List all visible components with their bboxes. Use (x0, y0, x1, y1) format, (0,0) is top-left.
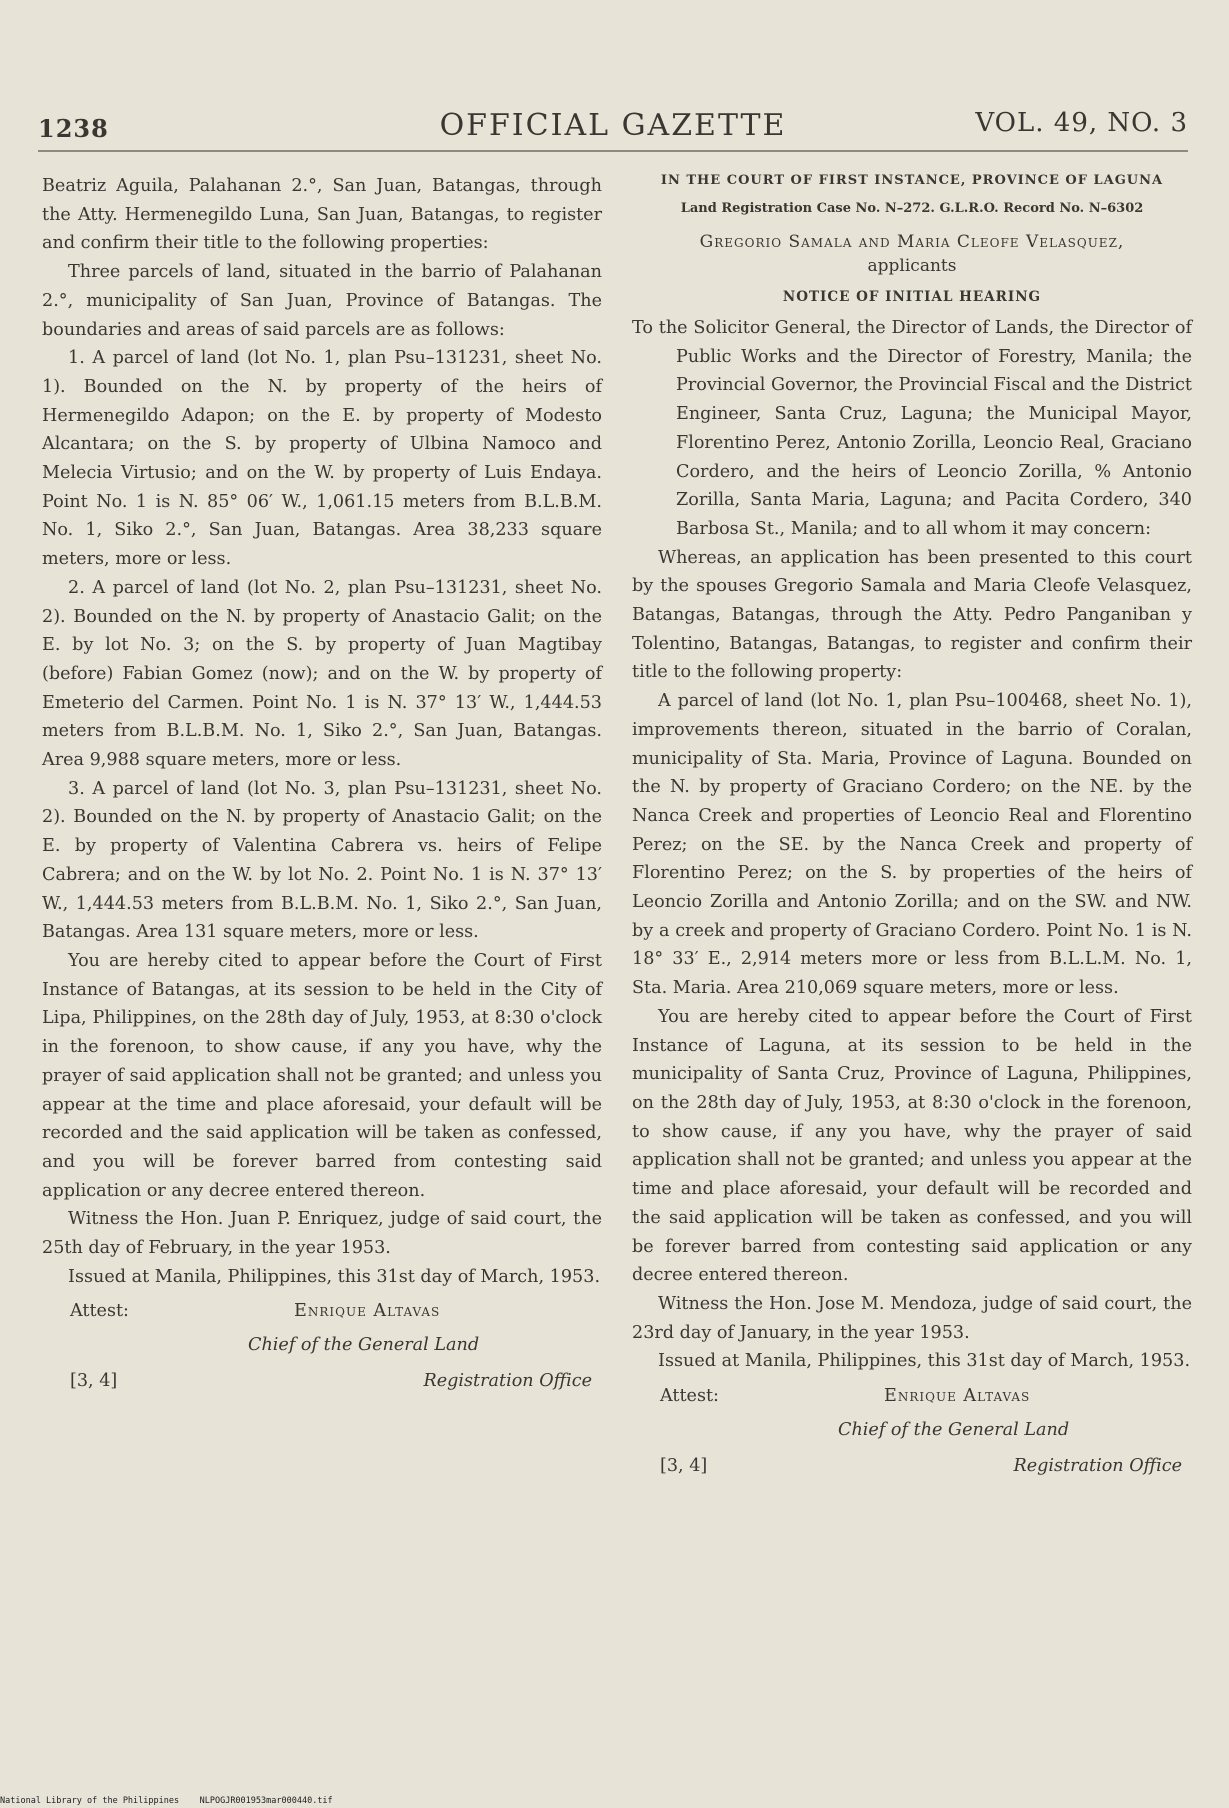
applicant-names: Gregorio Samala and Maria Cleofe Velasquez, (699, 232, 1125, 252)
citation-paragraph: You are hereby cited to appear before the Court of First Instance of Batangas, at its session to be held in the City of Lipa, Philippines, on the 28th day of July, 1953, at 8:30 o'clock in the forenoon, to show cause, if any you have, why the prayer of said application shall not be granted; and unless you appear at the time and place aforesaid, your default will be recorded and the said application will be taken as confessed, and you will be forever barred from contesting said application or any decree entered thereon. (42, 950, 602, 1201)
case-number: Land Registration Case No. N–272. G.L.R.O. Record No. N–6302 (680, 201, 1144, 216)
signature-block (632, 1382, 1192, 1494)
court-heading: IN THE COURT OF FIRST INSTANCE, PROVINCE OF LAGUNA (660, 173, 1164, 188)
paragraph: Three parcels of land, situated in the barrio of Palahanan 2.°, municipality of San Juan, Province of Batangas. The boundaries and areas of said parcels are as follows: (42, 262, 602, 340)
right-column (632, 172, 1192, 1494)
library-credit: National Library of the Philippines (0, 1796, 180, 1806)
issued-paragraph: Issued at Manila, Philippines, this 31st day of March, 1953. (68, 1266, 601, 1287)
page-number: 1238 (38, 114, 109, 143)
signatory-title: Chief of the General Land (838, 1420, 1070, 1441)
issue-reference: [3, 4] (660, 1456, 708, 1477)
parcel-1-description: 1. A parcel of land (lot No. 1, plan Psu–131231, sheet No. 1). Bounded on the N. by property of the heirs of Hermenegildo Adapon; on the E. by property of Modesto Alcantara; on the S. by property of Ulbina Namoco and Melecia Virtusio; and on the W. by property of Luis Endaya. Point No. 1 is N. 85° 06′ W., 1,061.15 meters from B.L.B.M. No. 1, Siko 2.°, San Juan, Batangas. Area 38,233 square meters, more or less. (42, 348, 602, 570)
scan-footer (0, 1796, 333, 1806)
applicants (632, 230, 1192, 278)
applicants-label: applicants (867, 256, 957, 276)
signatory-name: Enrique Altavas (294, 1301, 441, 1322)
signatory-office: Registration Office (423, 1371, 592, 1392)
volume-number: VOL. 49, NO. 3 (975, 108, 1188, 138)
parcel-description: A parcel of land (lot No. 1, plan Psu–100468, sheet No. 1), improvements thereon, situated in the barrio of Coralan, municipality of Sta. Maria, Province of Laguna. Bounded on the N. by property of Graciano Cordero; on the NE. by the Nanca Creek and properties of Leoncio Real and Florentino Perez; on the SE. by the Nanca Creek and property of Florentino Perez; on the S. by properties of the heirs of Leoncio Zorilla and Antonio Zorilla; and on the SW. and NW. by a creek and property of Graciano Cordero. Point No. 1 is N. 18° 33′ E., 2,914 meters more or less from B.L.L.M. No. 1, Sta. Maria. Area 210,069 square meters, more or less. (632, 691, 1192, 999)
signatory-office: Registration Office (1013, 1456, 1182, 1477)
addressees-paragraph: To the Solicitor General, the Director of Lands, the Director of Public Works and the Director of Forestry, Manila; the Provincial Governor, the Provincial Fiscal and the District Engineer, Santa Cruz, Laguna; the Municipal Mayor, Florentino Perez, Antonio Zorilla, Leoncio Real, Graciano Cordero, and the heirs of Leoncio Zorilla, % Antonio Zorilla, Santa Maria, Laguna; and Pacita Cordero, 340 Barbosa St., Manila; and to all whom it may concern: (632, 318, 1192, 539)
citation-paragraph: You are hereby cited to appear before the Court of First Instance of Laguna, at its session to be held in the municipality of Santa Cruz, Province of Laguna, Philippines, on the 28th day of July, 1953, at 8:30 o'clock in the forenoon, to show cause, if any you have, why the prayer of said application shall not be granted; and unless you appear at the time and place aforesaid, your default will be recorded and the said application will be taken as confessed, and you will be forever barred from contesting said application or any decree entered thereon. (632, 1006, 1192, 1286)
file-name: NLPOGJR001953mar000440.tif (199, 1796, 333, 1806)
issued-paragraph: Issued at Manila, Philippines, this 31st day of March, 1953. (658, 1351, 1191, 1372)
paragraph: Beatriz Aguila, Palahanan 2.°, San Juan, Batangas, through the Atty. Hermenegildo Luna, San Juan, Batangas, to register and confirm their title to the following properties: (42, 176, 602, 254)
attest-label: Attest: (70, 1301, 129, 1322)
attest-label: Attest: (660, 1386, 719, 1407)
page-header (38, 104, 1188, 144)
witness-paragraph: Witness the Hon. Juan P. Enriquez, judge of said court, the 25th day of February, in the year 1953. (42, 1209, 602, 1259)
left-column (42, 172, 602, 1409)
header-rule (38, 150, 1188, 152)
application-paragraph: Whereas, an application has been presented to this court by the spouses Gregorio Samala and Maria Cleofe Velasquez, Batangas, Batangas, through the Atty. Pedro Panganiban y Tolentino, Batangas, Batangas, to register and confirm their title to the following property: (632, 547, 1192, 683)
signatory-name: Enrique Altavas (884, 1386, 1031, 1407)
notice-title: NOTICE OF INITIAL HEARING (782, 289, 1042, 305)
parcel-2-description: 2. A parcel of land (lot No. 2, plan Psu–131231, sheet No. 2). Bounded on the N. by property of Anastacio Galit; on the E. by lot No. 3; on the S. by property of Juan Magtibay (before) Fabian Gomez (now); and on the W. by property of Emeterio del Carmen. Point No. 1 is N. 37° 13′ W., 1,444.53 meters from B.L.B.M. No. 1, Siko 2.°, San Juan, Batangas. Area 9,988 square meters, more or less. (42, 577, 602, 771)
parcel-3-description: 3. A parcel of land (lot No. 3, plan Psu–131231, sheet No. 2). Bounded on the N. by property of Anastacio Galit; on the E. by property of Valentina Cabrera vs. heirs of Felipe Cabrera; and on the W. by lot No. 2. Point No. 1 is N. 37° 13′ W., 1,444.53 meters from B.L.B.M. No. 1, Siko 2.°, San Juan, Batangas. Area 131 square meters, more or less. (42, 778, 602, 943)
signatory-title: Chief of the General Land (248, 1335, 480, 1356)
witness-paragraph: Witness the Hon. Jose M. Mendoza, judge of said court, the 23rd day of January, in the year 1953. (632, 1293, 1192, 1343)
signature-block (42, 1297, 602, 1409)
publication-title: OFFICIAL GAZETTE (439, 108, 787, 143)
issue-reference: [3, 4] (70, 1371, 118, 1392)
